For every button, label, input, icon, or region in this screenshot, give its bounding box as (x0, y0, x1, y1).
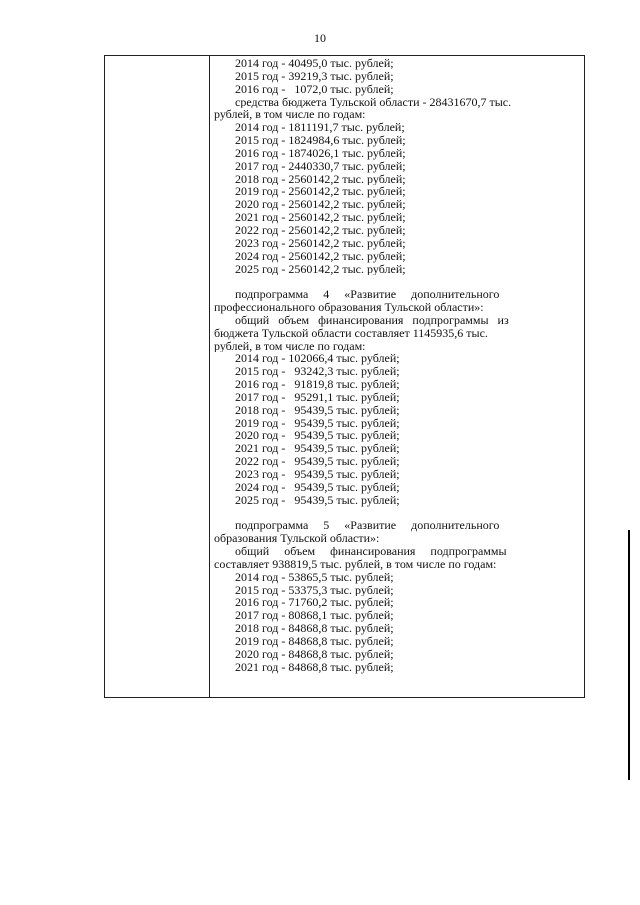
text-line: 2022 год - 95439,5 тыс. рублей; (235, 455, 400, 468)
text-line: 2024 год - 2560142,2 тыс. рублей; (235, 249, 406, 263)
text-line: 2017 год - 80868,1 тыс. рублей; (235, 609, 394, 623)
text-line: общий объем финансирования подпрограммы (235, 545, 507, 558)
text-line: 2015 год - 1824984,6 тыс. рублей; (235, 134, 406, 147)
text-line: 2020 год - 2560142,2 тыс. рублей; (235, 198, 406, 212)
text-line: 2019 год - 84868,8 тыс. рублей; (235, 634, 394, 648)
text-line: 2015 год - 39219,3 тыс. рублей; (235, 69, 394, 83)
text-line: 2016 год - 91819,8 тыс. рублей; (235, 378, 400, 391)
text-line: подпрограмма 5 «Развитие дополнительного (235, 519, 500, 533)
text-line: 2015 год - 53375,3 тыс. рублей; (235, 583, 394, 597)
text-line: 2023 год - 2560142,2 тыс. рублей; (235, 236, 406, 250)
text-line: профессионального образования Тульской области»: (214, 301, 484, 314)
text-line: 2018 год - 95439,5 тыс. рублей; (235, 403, 400, 417)
text-line: 2018 год - 2560142,2 тыс. рублей; (235, 172, 406, 186)
text-line: 2024 год - 95439,5 тыс. рублей; (235, 480, 400, 494)
blank-line (214, 507, 580, 520)
text-line: 2021 год - 84868,8 тыс. рублей; (235, 660, 394, 674)
text-line: 2016 год - 71760,2 тыс. рублей; (235, 596, 394, 610)
text-line: 2017 год - 95291,1 тыс. рублей; (235, 390, 400, 404)
text-line: 2016 год - 1072,0 тыс. рублей; (235, 82, 394, 96)
text-line: бюджета Тульской области составляет 1145935,6 тыс. (214, 326, 488, 340)
text-line: 2015 год - 93242,3 тыс. рублей; (235, 365, 400, 379)
text-line: общий объем финансирования подпрограммы из (235, 313, 509, 327)
text-line: 2021 год - 95439,5 тыс. рублей; (235, 442, 400, 456)
text-line: средства бюджета Тульской области - 28431670,7 тыс. (235, 95, 512, 109)
text-line: 2022 год - 2560142,2 тыс. рублей; (235, 223, 406, 237)
document-table (104, 55, 585, 698)
text-line: 2014 год - 53865,5 тыс. рублей; (235, 570, 394, 584)
text-line: 2014 год - 40495,0 тыс. рублей; (235, 57, 394, 70)
text-line: 2014 год - 1811191,7 тыс. рублей; (235, 121, 405, 135)
text-line: 2025 год - 95439,5 тыс. рублей; (235, 493, 400, 507)
text-line: 2020 год - 95439,5 тыс. рублей; (235, 429, 400, 443)
page-number: 10 (314, 31, 326, 45)
text-line: 2021 год - 2560142,2 тыс. рублей; (235, 211, 406, 224)
text-line: 2018 год - 84868,8 тыс. рублей; (235, 622, 394, 635)
text-line: 2025 год - 2560142,2 тыс. рублей; (235, 262, 406, 276)
blank-line (214, 275, 580, 288)
financing-text-cell (214, 57, 580, 674)
text-line: образования Тульской области»: (214, 532, 380, 546)
text-line: 2020 год - 84868,8 тыс. рублей; (235, 647, 394, 661)
text-line: 2017 год - 2440330,7 тыс. рублей; (235, 159, 406, 173)
text-line: подпрограмма 4 «Развитие дополнительного (235, 288, 500, 302)
text-line: рублей, в том числе по годам: (214, 339, 366, 353)
text-line: 2014 год - 102066,4 тыс. рублей; (235, 352, 400, 366)
text-line: 2019 год - 2560142,2 тыс. рублей; (235, 185, 406, 199)
column-divider (209, 56, 210, 697)
text-line: 2016 год - 1874026,1 тыс. рублей; (235, 146, 406, 160)
text-line: 2019 год - 95439,5 тыс. рублей; (235, 416, 400, 430)
text-line: рублей, в том числе по годам: (214, 108, 366, 122)
scan-edge-mark (628, 530, 630, 780)
text-line: 2023 год - 95439,5 тыс. рублей; (235, 468, 400, 481)
text-line: составляет 938819,5 тыс. рублей, в том числе по годам: (214, 557, 497, 571)
